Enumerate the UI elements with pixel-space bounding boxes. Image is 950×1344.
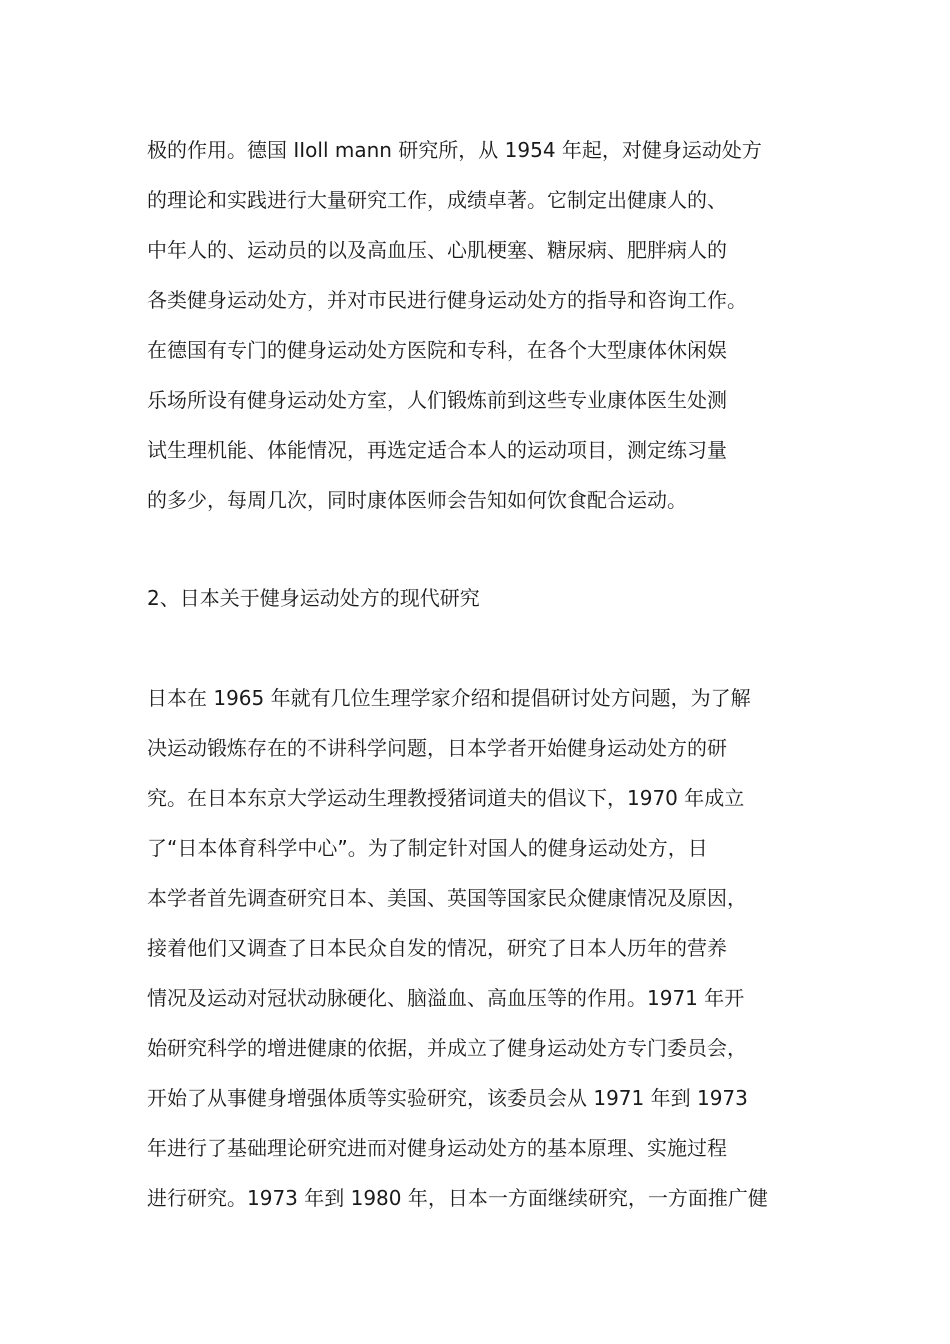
text-line: 的多少，每周几次，同时康体医师会告知如何饮食配合运动。 bbox=[147, 488, 687, 512]
text-line: 中年人的、运动员的以及高血压、心肌梗塞、糖尿病、肥胖病人的 bbox=[147, 238, 727, 262]
text-line: 究。在日本东京大学运动生理教授猪词道夫的倡议下，1970 年成立 bbox=[147, 786, 745, 810]
text-line: 在德国有专门的健身运动处方医院和专科，在各个大型康体休闲娱 bbox=[147, 338, 727, 362]
text-line: 年进行了基础理论研究进而对健身运动处方的基本原理、实施过程 bbox=[147, 1136, 727, 1160]
text-line: 乐场所设有健身运动处方室，人们锻炼前到这些专业康体医生处测 bbox=[147, 388, 727, 412]
text-line: 接着他们又调查了日本民众自发的情况，研究了日本人历年的营养 bbox=[147, 936, 727, 960]
text-line: 情况及运动对冠状动脉硬化、脑溢血、高血压等的作用。1971 年开 bbox=[147, 986, 745, 1010]
section-heading bbox=[147, 573, 837, 623]
text-line: 本学者首先调查研究日本、美国、英国等国家民众健康情况及原因， bbox=[147, 886, 747, 910]
text-line: 开始了从事健身增强体质等实验研究，该委员会从 1971 年到 1973 bbox=[147, 1086, 748, 1110]
text-line: 试生理机能、体能情况，再选定适合本人的运动项目，测定练习量 bbox=[147, 438, 727, 462]
paragraph-germany-research bbox=[147, 125, 837, 525]
text-line: 决运动锻炼存在的不讲科学问题，日本学者开始健身运动处方的研 bbox=[147, 736, 727, 760]
text-line: 始研究科学的增进健康的依据，并成立了健身运动处方专门委员会， bbox=[147, 1036, 747, 1060]
text-line: 日本在 1965 年就有几位生理学家介绍和提倡研讨处方问题，为了解 bbox=[147, 686, 751, 710]
text-line: 的理论和实践进行大量研究工作，成绩卓著。它制定出健康人的、 bbox=[147, 188, 727, 212]
paragraph-japan-research bbox=[147, 673, 837, 1223]
text-line: 各类健身运动处方，并对市民进行健身运动处方的指导和咨询工作。 bbox=[147, 288, 747, 312]
text-line: 了“日本体育科学中心”。为了制定针对国人的健身运动处方，日 bbox=[147, 836, 708, 860]
text-line: 极的作用。德国 IIoll mann 研究所，从 1954 年起，对健身运动处方 bbox=[147, 138, 762, 162]
text-line: 进行研究。1973 年到 1980 年，日本一方面继续研究，一方面推广健 bbox=[147, 1186, 768, 1210]
section-heading-text: 2、日本关于健身运动处方的现代研究 bbox=[147, 586, 480, 610]
